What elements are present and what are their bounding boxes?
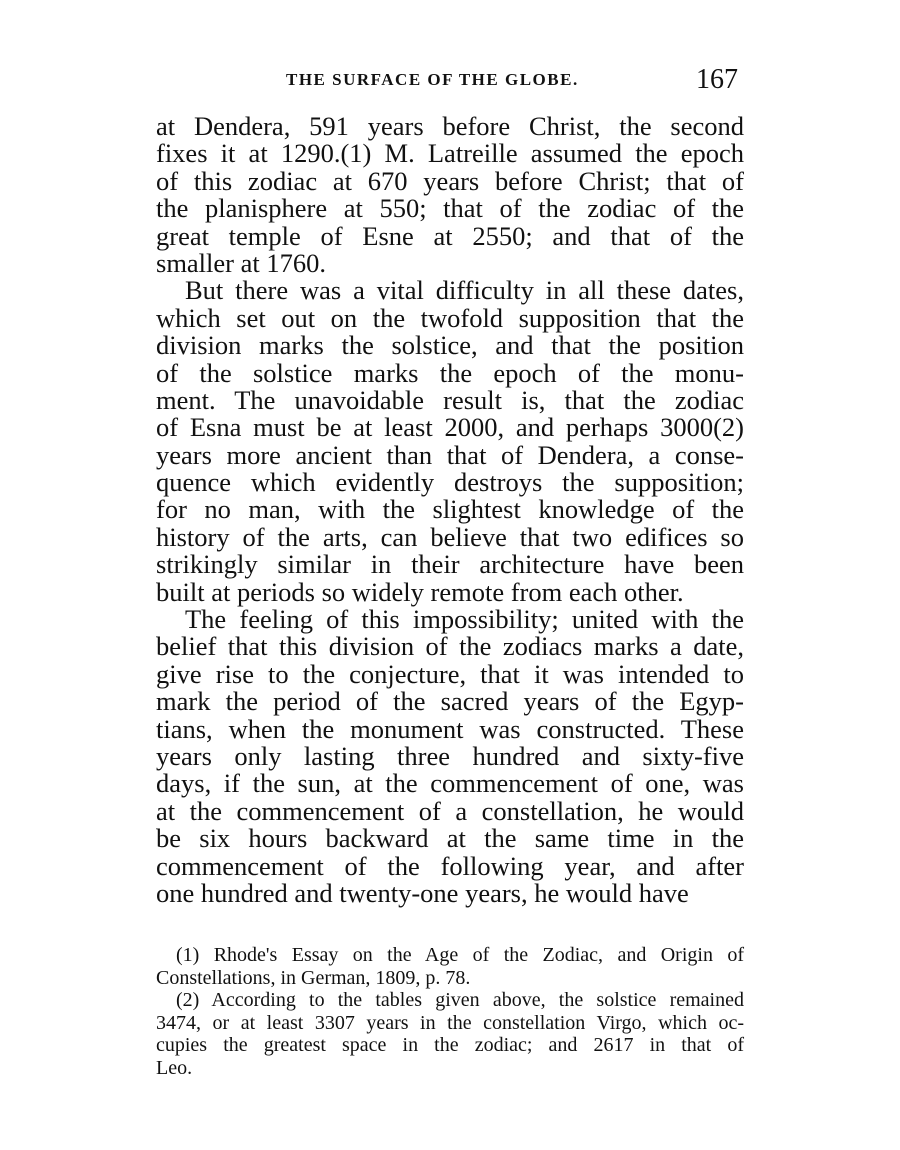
running-head (270, 64, 750, 100)
text-line: one hundred and twenty-one years, he would have (156, 877, 689, 908)
footnote-line: 3474, or at least 3307 years in the constellation Virgo, which oc- (156, 1011, 744, 1034)
footnote (156, 944, 744, 989)
footnote-line: Constellations, in German, 1809, p. 78. (156, 966, 471, 989)
text-line: years more ancient than that of Dendera, a conse- (156, 439, 744, 470)
text-line: mark the period of the sacred years of the Egyp- (156, 686, 744, 717)
text-line: of this zodiac at 670 years before Christ; that of (156, 165, 744, 196)
footnote-line: cupies the greatest space in the zodiac; and 2617 in that of (156, 1034, 744, 1056)
text-line: smaller at 1760. (156, 247, 326, 278)
text-line: of the solstice marks the epoch of the monu- (156, 357, 744, 388)
body-text (156, 113, 744, 907)
text-line: days, if the sun, at the commencement of one, was (156, 768, 744, 799)
paragraph (156, 606, 744, 907)
text-line: fixes it at 1290.(1) M. Latreille assumed the epoch (156, 138, 744, 169)
text-line: division marks the solstice, and that the position (156, 330, 744, 361)
text-line: which set out on the twofold supposition that the (156, 302, 744, 333)
text-line: give rise to the conjecture, that it was intended to (156, 658, 744, 689)
text-line: built at periods so widely remote from each other. (156, 576, 684, 607)
text-line: tians, when the monument was constructed. These (156, 713, 744, 744)
text-line: at Dendera, 591 years before Christ, the second (156, 111, 744, 141)
text-line: be six hours backward at the same time in the (156, 823, 744, 854)
footnote-line: (2) According to the tables given above, the solstice remained (176, 989, 744, 1011)
text-line: ment. The unavoidable result is, that the zodiac (156, 384, 744, 415)
text-line: commencement of the following year, and after (156, 850, 744, 881)
text-line: strikingly similar in their architecture have been (156, 549, 744, 580)
text-line: history of the arts, can believe that two edifices so (156, 521, 744, 552)
text-line: at the commencement of a constellation, he would (156, 795, 744, 826)
footnote-line: Leo. (156, 1056, 193, 1079)
text-line: years only lasting three hundred and sixty-five (156, 740, 744, 771)
page-number: 167 (696, 64, 738, 95)
text-line: belief that this division of the zodiacs marks a date, (156, 631, 744, 662)
text-line: The feeling of this impossibility; united with the (185, 604, 744, 635)
text-line: But there was a vital difficulty in all these dates, (185, 275, 744, 306)
paragraph (156, 277, 744, 606)
text-line: the planisphere at 550; that of the zodiac of the (156, 193, 744, 224)
footnote-line: (1) Rhode's Essay on the Age of the Zodiac, and Origin of (176, 944, 744, 966)
text-line: quence which evidently destroys the supposition; (156, 467, 744, 498)
footnote (156, 989, 744, 1079)
paragraph (156, 113, 744, 277)
footnotes (156, 944, 744, 1079)
text-line: of Esna must be at least 2000, and perhaps 3000(2) (156, 412, 744, 443)
text-line: great temple of Esne at 2550; and that of the (156, 220, 744, 251)
text-line: for no man, with the slightest knowledge of the (156, 494, 744, 525)
running-title: THE SURFACE OF THE GLOBE. (286, 70, 579, 89)
